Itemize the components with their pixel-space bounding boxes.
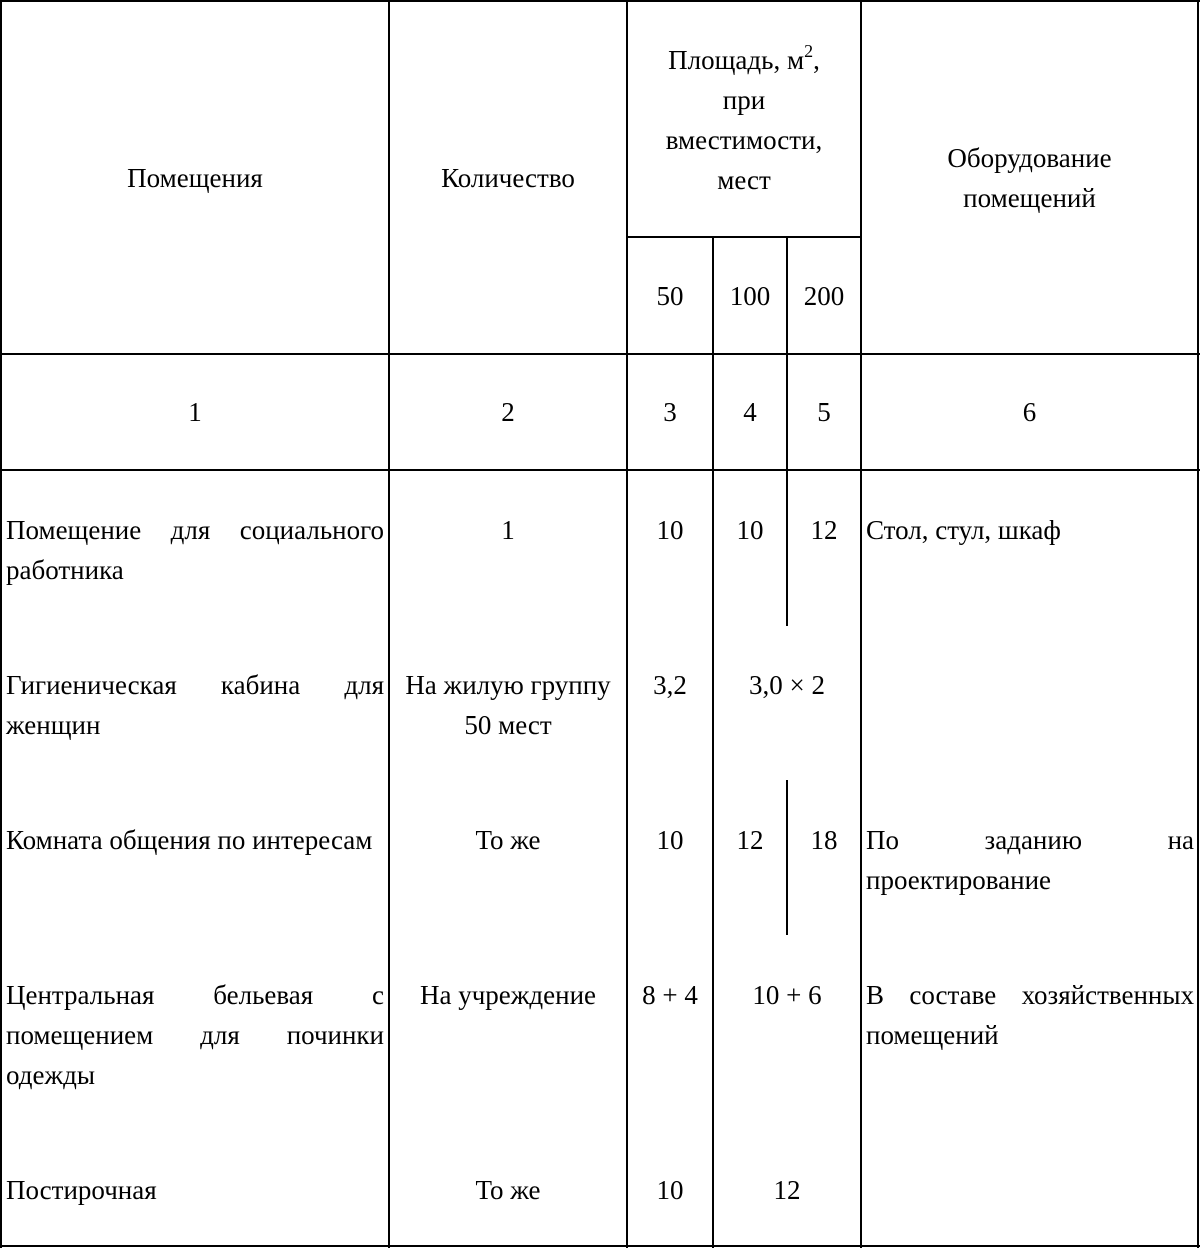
row1-name: Помещение для социального работника (6, 515, 384, 585)
header-quantity-label: Количество (441, 162, 575, 193)
table-border-right (1197, 0, 1199, 1248)
number-2: 2 (501, 397, 515, 427)
header-50-label: 50 (656, 280, 684, 311)
number-1: 1 (188, 397, 202, 427)
number-3: 3 (663, 397, 677, 427)
row4-a50: 8 + 4 (642, 980, 698, 1010)
number-row-bottom-line (0, 469, 1200, 471)
row3-a100: 12 (736, 825, 764, 855)
number-6: 6 (1022, 397, 1037, 427)
header-rooms (2, 2, 388, 353)
number-4: 4 (743, 397, 757, 427)
row1-a200: 12 (810, 515, 838, 545)
row1-qty: 1 (501, 515, 515, 545)
row2-a100-200: 3,0 × 2 (749, 670, 825, 700)
row5-a100-200: 12 (773, 1175, 801, 1205)
row1-equip: Стол, стул, шкаф (866, 515, 1061, 545)
header-equipment (862, 2, 1197, 353)
number-5: 5 (817, 397, 831, 427)
header-equipment-label: Оборудование помещений (947, 142, 1112, 213)
row2-qty-text: На жилую группу 50 мест (405, 670, 611, 740)
header-100-label: 100 (729, 280, 771, 311)
row5-qty: То же (475, 1175, 541, 1205)
header-area-group (628, 40, 860, 200)
header-200 (788, 238, 860, 353)
row3-qty: То же (475, 825, 541, 855)
table-border-bottom (0, 1245, 1200, 1247)
row5-name: Постирочная (6, 1175, 157, 1205)
row4-name: Центральная бельевая с помещением для починки одежды (6, 980, 384, 1090)
row1-a50: 10 (656, 515, 684, 545)
row5-a50: 10 (656, 1175, 684, 1205)
header-quantity (390, 2, 626, 353)
row4-qty: На учреждение (419, 980, 597, 1010)
header-area-sup: 2 (804, 41, 814, 61)
row1-a100: 10 (736, 515, 764, 545)
header-50 (628, 238, 712, 353)
row3-a50: 10 (656, 825, 684, 855)
row4-equip: В составе хозяйственных помещений (866, 980, 1194, 1050)
row3-name: Комната общения по интересам (6, 825, 373, 855)
row2-name: Гигиеническая кабина для женщин (6, 670, 384, 740)
row3-equip: По заданию на проектирование (866, 825, 1194, 895)
row2-a50: 3,2 (653, 670, 687, 700)
row4-a100-200: 10 + 6 (752, 980, 822, 1010)
row2-qty (390, 665, 626, 745)
row3-a200: 18 (810, 825, 838, 855)
header-100 (714, 238, 786, 353)
header-area-rest: , при вместимости, мест (665, 45, 823, 195)
header-rooms-label: Помещения (127, 162, 263, 193)
header-200-label: 200 (803, 280, 845, 311)
header-area-main: Площадь, м (668, 45, 805, 75)
